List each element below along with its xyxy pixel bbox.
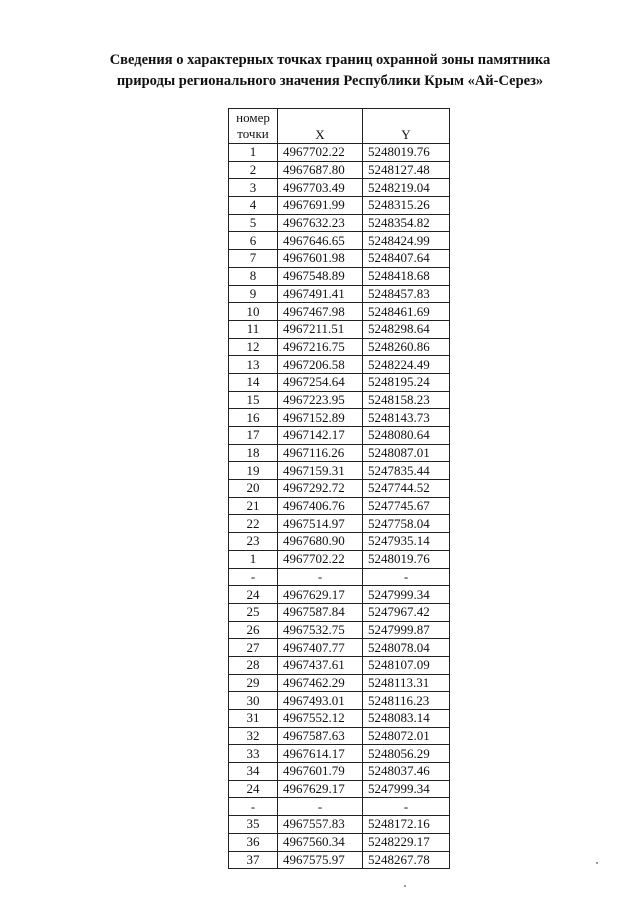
y-cell: 5247999.34 xyxy=(363,780,450,798)
table-row xyxy=(229,444,450,462)
point-number-cell: 17 xyxy=(229,427,278,445)
y-cell: 5247935.14 xyxy=(363,533,450,551)
point-number-cell: 30 xyxy=(229,692,278,710)
point-number-cell: 25 xyxy=(229,603,278,621)
y-cell: 5248019.76 xyxy=(363,144,450,162)
y-cell: 5248087.01 xyxy=(363,444,450,462)
x-cell: 4967407.77 xyxy=(278,639,363,657)
point-number-cell: 36 xyxy=(229,833,278,851)
coordinates-table xyxy=(228,108,450,869)
point-number-cell: 21 xyxy=(229,497,278,515)
scan-speck xyxy=(596,862,598,864)
table-row xyxy=(229,780,450,798)
table-row xyxy=(229,285,450,303)
y-cell: 5247999.34 xyxy=(363,586,450,604)
y-cell: 5247744.52 xyxy=(363,480,450,498)
x-cell: 4967687.80 xyxy=(278,161,363,179)
x-cell: 4967702.22 xyxy=(278,550,363,568)
y-cell: 5248080.64 xyxy=(363,427,450,445)
x-cell: 4967629.17 xyxy=(278,586,363,604)
point-number-cell: 19 xyxy=(229,462,278,480)
point-number-cell: 15 xyxy=(229,391,278,409)
x-cell: 4967680.90 xyxy=(278,533,363,551)
point-number-cell: 4 xyxy=(229,197,278,215)
point-number-cell: 29 xyxy=(229,674,278,692)
point-number-cell: 22 xyxy=(229,515,278,533)
x-cell: 4967646.65 xyxy=(278,232,363,250)
point-number-cell: 1 xyxy=(229,144,278,162)
y-cell: 5248127.48 xyxy=(363,161,450,179)
table-row xyxy=(229,497,450,515)
x-cell: 4967437.61 xyxy=(278,656,363,674)
table-row xyxy=(229,586,450,604)
point-number-cell: 24 xyxy=(229,780,278,798)
table-row xyxy=(229,320,450,338)
y-cell: 5247758.04 xyxy=(363,515,450,533)
table-row xyxy=(229,144,450,162)
y-cell: 5248224.49 xyxy=(363,356,450,374)
table-row xyxy=(229,533,450,551)
document-title xyxy=(70,50,590,92)
header-y: Y xyxy=(363,109,450,144)
point-number-cell: 13 xyxy=(229,356,278,374)
table-row xyxy=(229,674,450,692)
point-number-cell: 37 xyxy=(229,851,278,869)
y-cell: 5248078.04 xyxy=(363,639,450,657)
x-cell: 4967614.17 xyxy=(278,745,363,763)
table-row xyxy=(229,391,450,409)
point-number-cell: 32 xyxy=(229,727,278,745)
y-cell: 5248457.83 xyxy=(363,285,450,303)
x-cell: 4967629.17 xyxy=(278,780,363,798)
x-cell: 4967703.49 xyxy=(278,179,363,197)
x-cell: 4967575.97 xyxy=(278,851,363,869)
y-cell: 5248267.78 xyxy=(363,851,450,869)
y-cell: - xyxy=(363,798,450,816)
y-cell: 5248315.26 xyxy=(363,197,450,215)
x-cell: 4967601.79 xyxy=(278,763,363,781)
table-row xyxy=(229,727,450,745)
y-cell: 5247999.87 xyxy=(363,621,450,639)
y-cell: 5248219.04 xyxy=(363,179,450,197)
x-cell: - xyxy=(278,798,363,816)
x-cell: 4967587.84 xyxy=(278,603,363,621)
point-number-cell: 7 xyxy=(229,250,278,268)
y-cell: 5248354.82 xyxy=(363,214,450,232)
x-cell: 4967159.31 xyxy=(278,462,363,480)
x-cell: 4967491.41 xyxy=(278,285,363,303)
table-row xyxy=(229,745,450,763)
point-number-cell: - xyxy=(229,568,278,586)
y-cell: 5248407.64 xyxy=(363,250,450,268)
point-number-cell: 23 xyxy=(229,533,278,551)
title-line-2: природы регионального значения Республики Крым «Ай-Серез» xyxy=(116,73,544,89)
table-row xyxy=(229,656,450,674)
y-cell: 5248113.31 xyxy=(363,674,450,692)
point-number-cell: 5 xyxy=(229,214,278,232)
point-number-cell: 34 xyxy=(229,763,278,781)
scan-speck xyxy=(404,885,406,887)
y-cell: 5248056.29 xyxy=(363,745,450,763)
point-number-cell: 31 xyxy=(229,710,278,728)
table-row xyxy=(229,197,450,215)
y-cell: 5247745.67 xyxy=(363,497,450,515)
point-number-cell: 10 xyxy=(229,303,278,321)
x-cell: 4967116.26 xyxy=(278,444,363,462)
point-number-cell: 20 xyxy=(229,480,278,498)
table-row xyxy=(229,356,450,374)
point-number-cell: 14 xyxy=(229,373,278,391)
x-cell: 4967292.72 xyxy=(278,480,363,498)
x-cell: 4967467.98 xyxy=(278,303,363,321)
y-cell: 5248195.24 xyxy=(363,373,450,391)
x-cell: 4967552.12 xyxy=(278,710,363,728)
point-number-cell: 28 xyxy=(229,656,278,674)
table-row xyxy=(229,250,450,268)
x-cell: 4967514.97 xyxy=(278,515,363,533)
table-row xyxy=(229,409,450,427)
y-cell: 5248083.14 xyxy=(363,710,450,728)
point-number-cell: 1 xyxy=(229,550,278,568)
x-cell: 4967254.64 xyxy=(278,373,363,391)
table-row xyxy=(229,214,450,232)
y-cell: 5248424.99 xyxy=(363,232,450,250)
table-row xyxy=(229,480,450,498)
point-number-cell: 2 xyxy=(229,161,278,179)
table-row xyxy=(229,621,450,639)
point-number-cell: 27 xyxy=(229,639,278,657)
x-cell: 4967406.76 xyxy=(278,497,363,515)
table-row xyxy=(229,851,450,869)
point-number-cell: 35 xyxy=(229,816,278,834)
header-point-number: номер точки xyxy=(229,109,278,144)
table-row xyxy=(229,833,450,851)
y-cell: - xyxy=(363,568,450,586)
x-cell: 4967142.17 xyxy=(278,427,363,445)
point-number-cell: 18 xyxy=(229,444,278,462)
x-cell: 4967632.23 xyxy=(278,214,363,232)
x-cell: 4967216.75 xyxy=(278,338,363,356)
table-row xyxy=(229,603,450,621)
header-x: X xyxy=(278,109,363,144)
point-number-cell: 8 xyxy=(229,267,278,285)
table-row xyxy=(229,798,450,816)
table-row xyxy=(229,232,450,250)
point-number-cell: 6 xyxy=(229,232,278,250)
point-number-cell: 9 xyxy=(229,285,278,303)
x-cell: 4967601.98 xyxy=(278,250,363,268)
table-row xyxy=(229,303,450,321)
y-cell: 5248107.09 xyxy=(363,656,450,674)
point-number-cell: - xyxy=(229,798,278,816)
table-row xyxy=(229,161,450,179)
y-cell: 5248461.69 xyxy=(363,303,450,321)
point-number-cell: 26 xyxy=(229,621,278,639)
y-cell: 5248260.86 xyxy=(363,338,450,356)
x-cell: 4967702.22 xyxy=(278,144,363,162)
y-cell: 5248143.73 xyxy=(363,409,450,427)
x-cell: 4967493.01 xyxy=(278,692,363,710)
x-cell: - xyxy=(278,568,363,586)
y-cell: 5248172.16 xyxy=(363,816,450,834)
x-cell: 4967223.95 xyxy=(278,391,363,409)
x-cell: 4967206.58 xyxy=(278,356,363,374)
y-cell: 5248158.23 xyxy=(363,391,450,409)
table-row xyxy=(229,550,450,568)
table-row xyxy=(229,763,450,781)
y-cell: 5248037.46 xyxy=(363,763,450,781)
table-row xyxy=(229,568,450,586)
table-row xyxy=(229,267,450,285)
table-header-row xyxy=(229,109,450,144)
y-cell: 5248229.17 xyxy=(363,833,450,851)
table-row xyxy=(229,179,450,197)
x-cell: 4967211.51 xyxy=(278,320,363,338)
table-row xyxy=(229,816,450,834)
x-cell: 4967587.63 xyxy=(278,727,363,745)
table-body xyxy=(229,144,450,869)
table-row xyxy=(229,710,450,728)
x-cell: 4967560.34 xyxy=(278,833,363,851)
x-cell: 4967532.75 xyxy=(278,621,363,639)
y-cell: 5248418.68 xyxy=(363,267,450,285)
table-row xyxy=(229,515,450,533)
y-cell: 5247835.44 xyxy=(363,462,450,480)
table-row xyxy=(229,338,450,356)
table-row xyxy=(229,692,450,710)
table-row xyxy=(229,639,450,657)
y-cell: 5248019.76 xyxy=(363,550,450,568)
point-number-cell: 24 xyxy=(229,586,278,604)
point-number-cell: 33 xyxy=(229,745,278,763)
table-row xyxy=(229,373,450,391)
x-cell: 4967548.89 xyxy=(278,267,363,285)
x-cell: 4967691.99 xyxy=(278,197,363,215)
table-row xyxy=(229,427,450,445)
y-cell: 5248072.01 xyxy=(363,727,450,745)
point-number-cell: 12 xyxy=(229,338,278,356)
x-cell: 4967462.29 xyxy=(278,674,363,692)
title-line-1: Сведения о характерных точках границ охранной зоны памятника xyxy=(109,52,551,68)
point-number-cell: 3 xyxy=(229,179,278,197)
x-cell: 4967152.89 xyxy=(278,409,363,427)
table-row xyxy=(229,462,450,480)
y-cell: 5247967.42 xyxy=(363,603,450,621)
y-cell: 5248298.64 xyxy=(363,320,450,338)
y-cell: 5248116.23 xyxy=(363,692,450,710)
point-number-cell: 16 xyxy=(229,409,278,427)
point-number-cell: 11 xyxy=(229,320,278,338)
x-cell: 4967557.83 xyxy=(278,816,363,834)
